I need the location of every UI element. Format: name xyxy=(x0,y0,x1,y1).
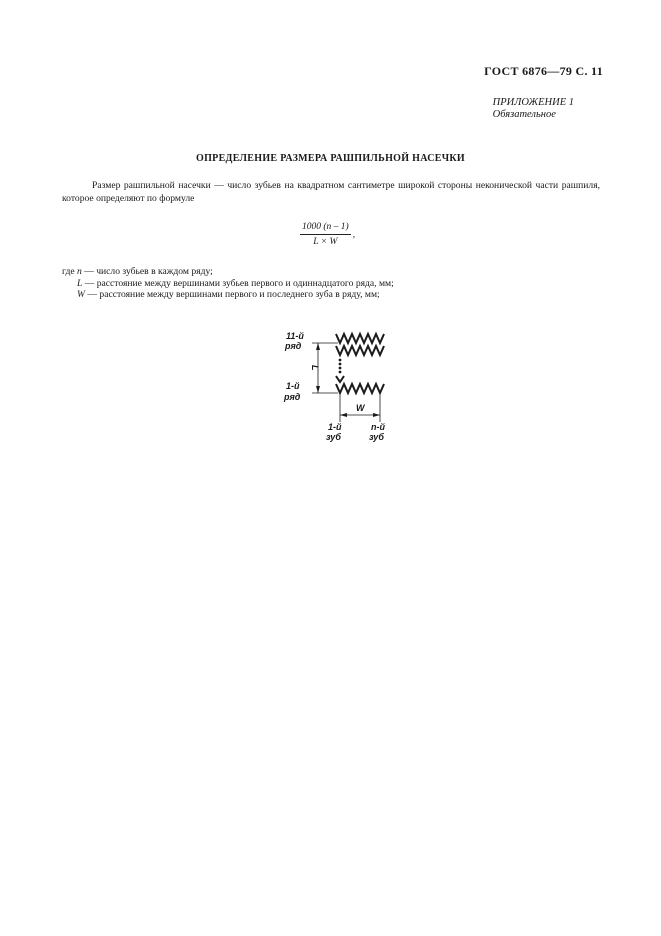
section-title: ОПРЕДЕЛЕНИЕ РАЗМЕРА РАШПИЛЬНОЙ НАСЕЧКИ xyxy=(196,153,465,164)
teeth-row-11 xyxy=(336,334,384,343)
arrow-w-left xyxy=(340,413,347,417)
page-header: ГОСТ 6876—79 С. 11 xyxy=(484,64,603,78)
tooth-first-label-line2: зуб xyxy=(326,432,341,442)
row-bottom-label-line2: ряд xyxy=(284,392,301,402)
tooth-row-2 xyxy=(336,376,344,382)
definition-symbol: L xyxy=(77,277,83,289)
ellipsis-dots xyxy=(339,359,342,374)
arrow-w-right xyxy=(373,413,380,417)
teeth-diagram xyxy=(280,322,400,450)
definition-symbol: W xyxy=(77,289,85,300)
definition-l xyxy=(62,278,602,290)
tooth-last-label-line1: n-й xyxy=(371,422,385,432)
definition-text: — расстояние между вершинами первого и последнего зуба в ряду, мм; xyxy=(85,289,380,300)
formula xyxy=(300,222,355,247)
row-top-label-line1: 11-й xyxy=(286,331,304,341)
definition-text: — расстояние между вершинами зубьев первого и одиннадцатого ряда, мм; xyxy=(82,277,394,289)
appendix-status: Обязательное xyxy=(492,109,556,120)
formula-denominator: L × W xyxy=(313,237,338,247)
definition-n xyxy=(62,266,602,278)
arrow-l-top xyxy=(316,343,320,350)
formula-comma: , xyxy=(352,229,356,240)
arrow-l-bottom xyxy=(316,386,320,393)
row-bottom-label-line1: 1-й xyxy=(286,381,300,391)
definition-text: — число зубьев в каждом ряду; xyxy=(81,266,213,277)
definition-prefix: где xyxy=(62,266,77,277)
paragraph-text: Размер рашпильной насечки — число зубьев на квадратном сантиметре широкой стороны неконической части рашпиля, которое определяют по формуле xyxy=(62,180,600,204)
teeth-row-10 xyxy=(336,346,384,355)
dimension-w-label: W xyxy=(356,403,365,413)
formula-numerator: 1000 (n – 1) xyxy=(300,222,351,235)
teeth-row-1 xyxy=(336,384,384,393)
tooth-last-label-line2: зуб xyxy=(369,432,384,442)
row-top-label-line2: ряд xyxy=(285,341,302,351)
definition-symbol: n xyxy=(77,266,82,277)
dimension-l-label: L xyxy=(310,365,320,371)
definition-w xyxy=(62,289,602,301)
symbol-definitions xyxy=(62,266,602,301)
appendix-label: ПРИЛОЖЕНИЕ 1 xyxy=(492,97,574,108)
formula-fraction xyxy=(300,222,351,247)
definition-paragraph xyxy=(62,179,600,205)
appendix-block xyxy=(493,97,574,121)
tooth-first-label-line1: 1-й xyxy=(328,422,342,432)
